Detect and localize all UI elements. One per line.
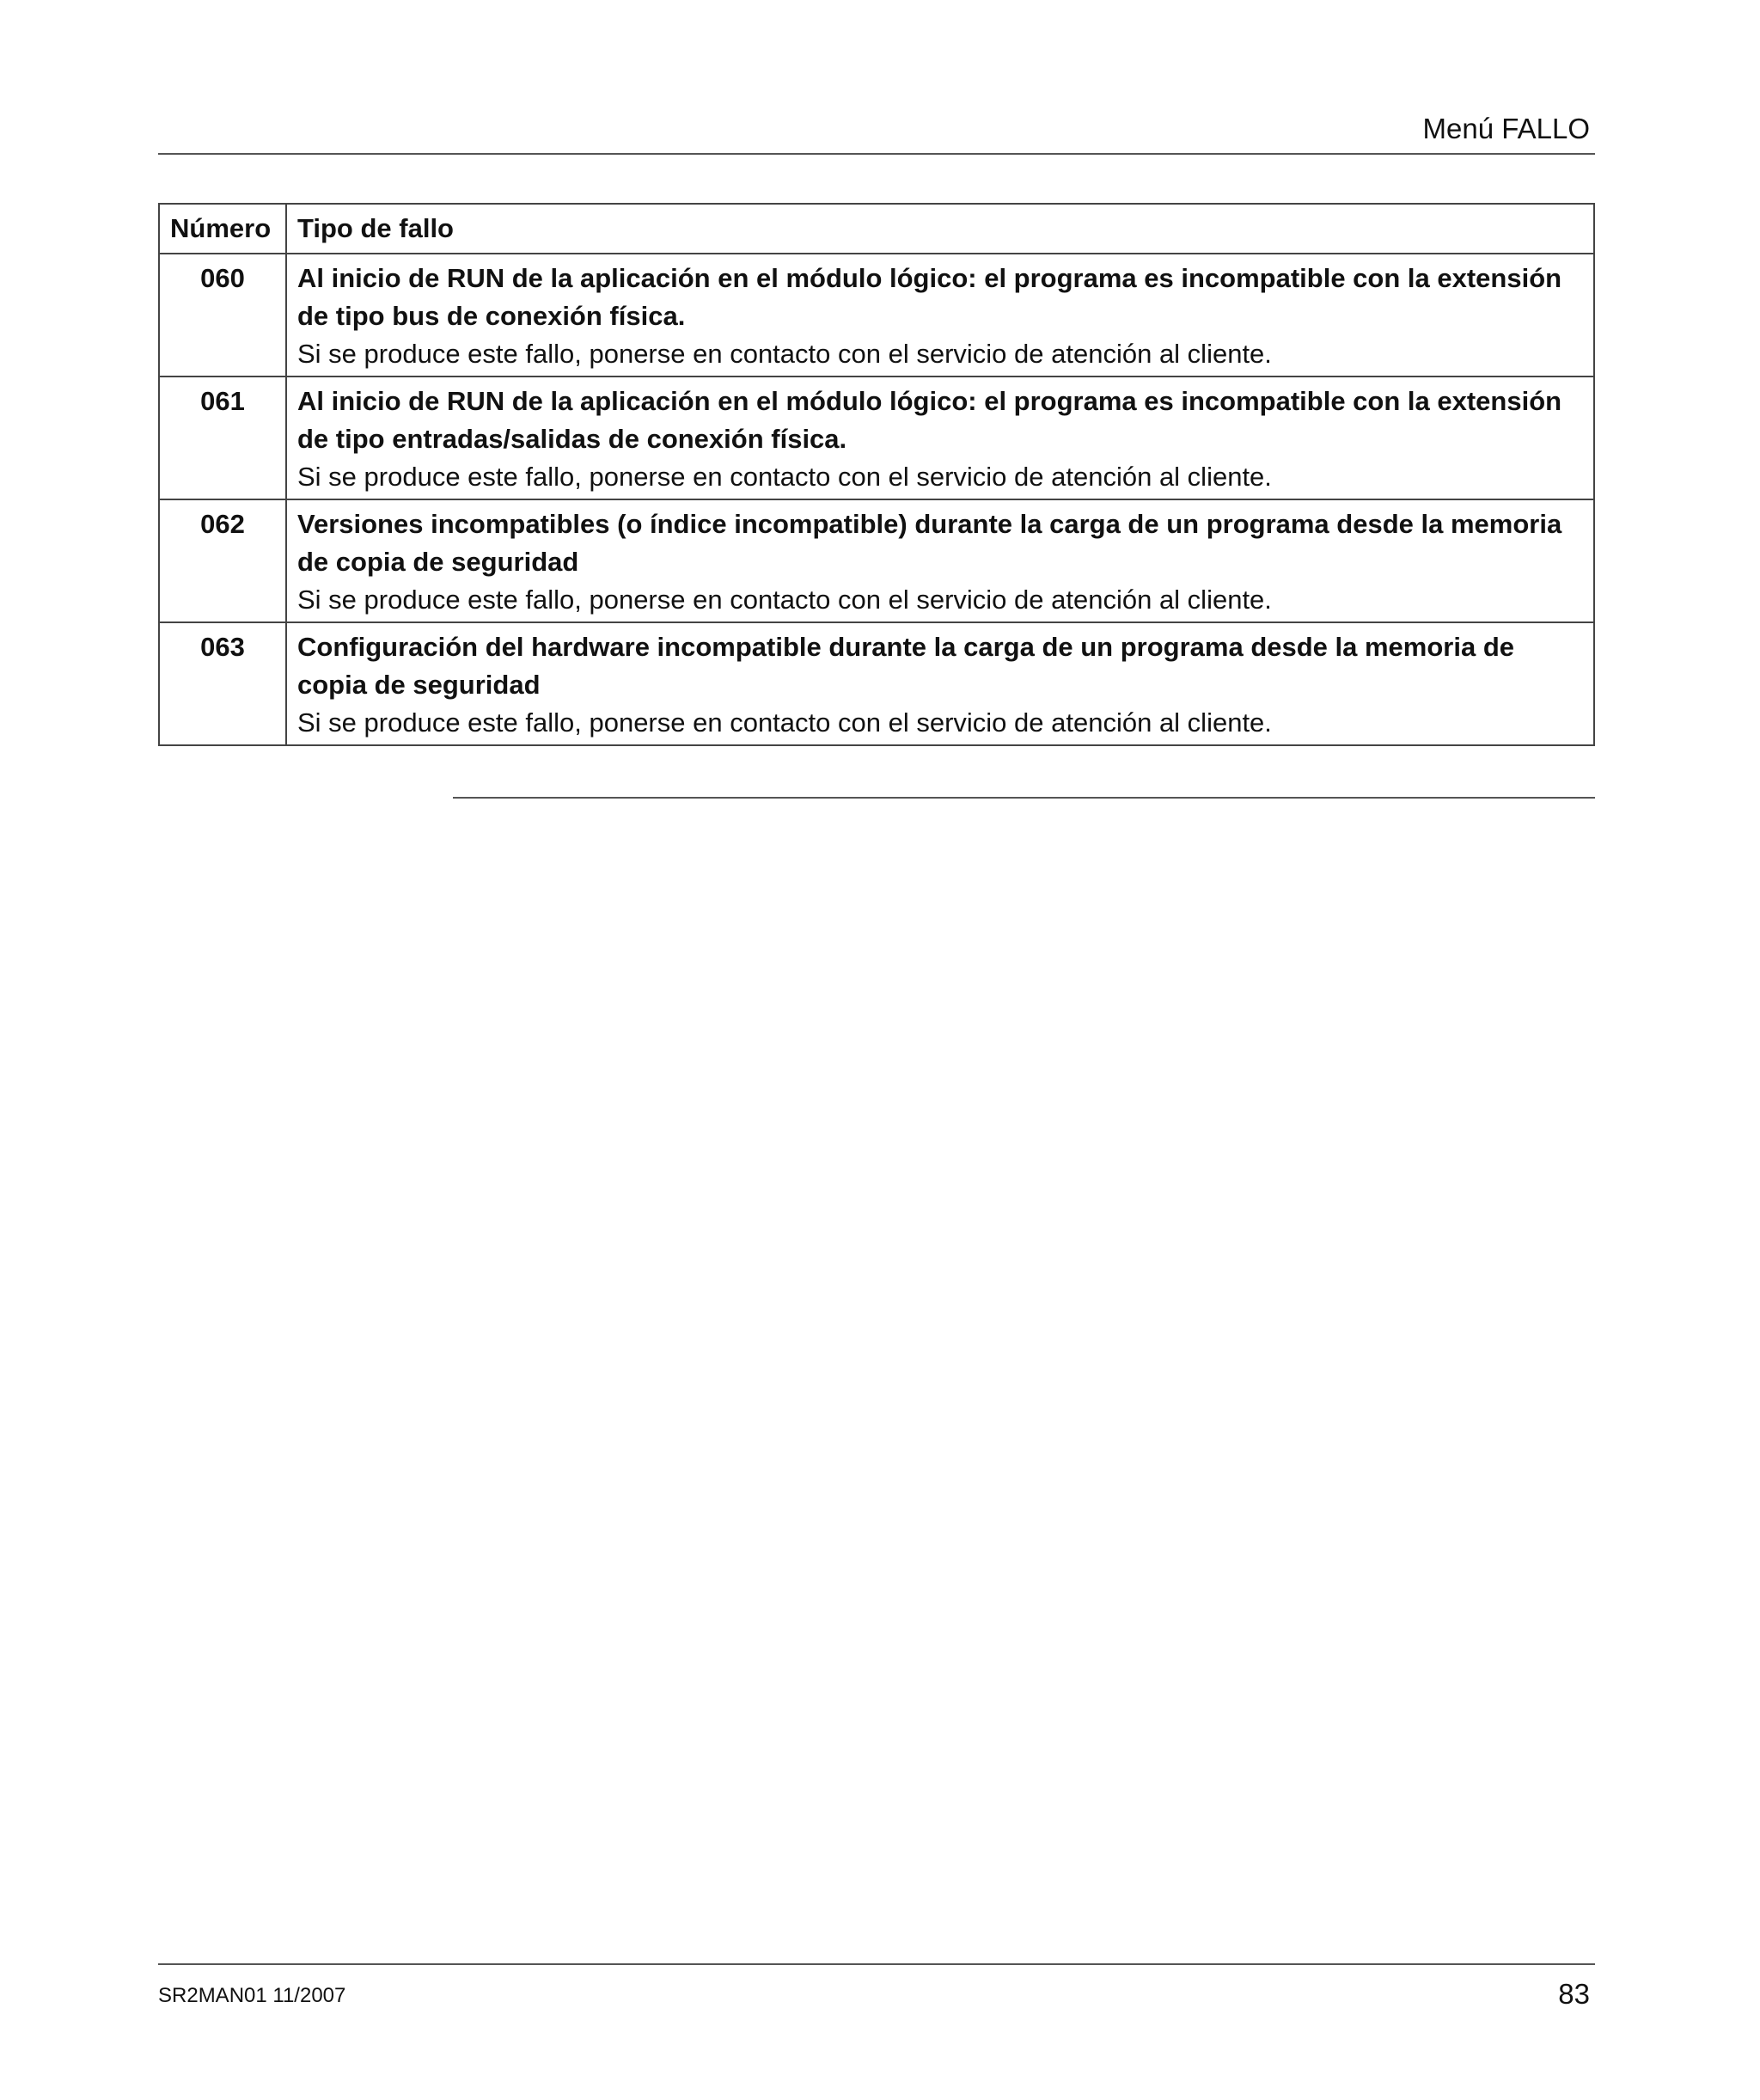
column-header-fault-type: Tipo de fallo — [286, 204, 1594, 254]
fault-description — [286, 377, 1594, 499]
fault-title: Al inicio de RUN de la aplicación en el módulo lógico: el programa es incompatible con la extensión de tipo entradas/salidas de conexión física. — [297, 386, 1562, 454]
column-header-number: Número — [159, 204, 286, 254]
fault-description — [286, 254, 1594, 377]
table-row — [159, 377, 1594, 499]
fault-note: Si se produce este fallo, ponerse en contacto con el servicio de atención al cliente. — [297, 339, 1272, 369]
fault-title: Configuración del hardware incompatible durante la carga de un programa desde la memoria de copia de seguridad — [297, 632, 1515, 700]
table-row — [159, 622, 1594, 745]
document-code: SR2MAN01 11/2007 — [158, 1984, 346, 2007]
fault-table — [158, 203, 1595, 746]
fault-title: Al inicio de RUN de la aplicación en el módulo lógico: el programa es incompatible con la extensión de tipo bus de conexión física. — [297, 263, 1562, 331]
footer-divider — [158, 1963, 1595, 1965]
table-header-row — [159, 204, 1594, 254]
page-header-title: Menú FALLO — [1422, 113, 1590, 144]
fault-number: 062 — [159, 499, 286, 622]
fault-title: Versiones incompatibles (o índice incompatible) durante la carga de un programa desde la memoria de copia de seguridad — [297, 509, 1562, 577]
fault-number: 061 — [159, 377, 286, 499]
page-number: 83 — [1558, 1978, 1590, 2010]
fault-number: 060 — [159, 254, 286, 377]
header-divider — [158, 153, 1595, 155]
table-row — [159, 499, 1594, 622]
table-row — [159, 254, 1594, 377]
fault-number: 063 — [159, 622, 286, 745]
fault-note: Si se produce este fallo, ponerse en contacto con el servicio de atención al cliente. — [297, 585, 1272, 615]
fault-note: Si se produce este fallo, ponerse en contacto con el servicio de atención al cliente. — [297, 707, 1272, 738]
fault-description — [286, 499, 1594, 622]
fault-note: Si se produce este fallo, ponerse en contacto con el servicio de atención al cliente. — [297, 462, 1272, 492]
fault-description — [286, 622, 1594, 745]
section-end-divider — [453, 797, 1595, 799]
